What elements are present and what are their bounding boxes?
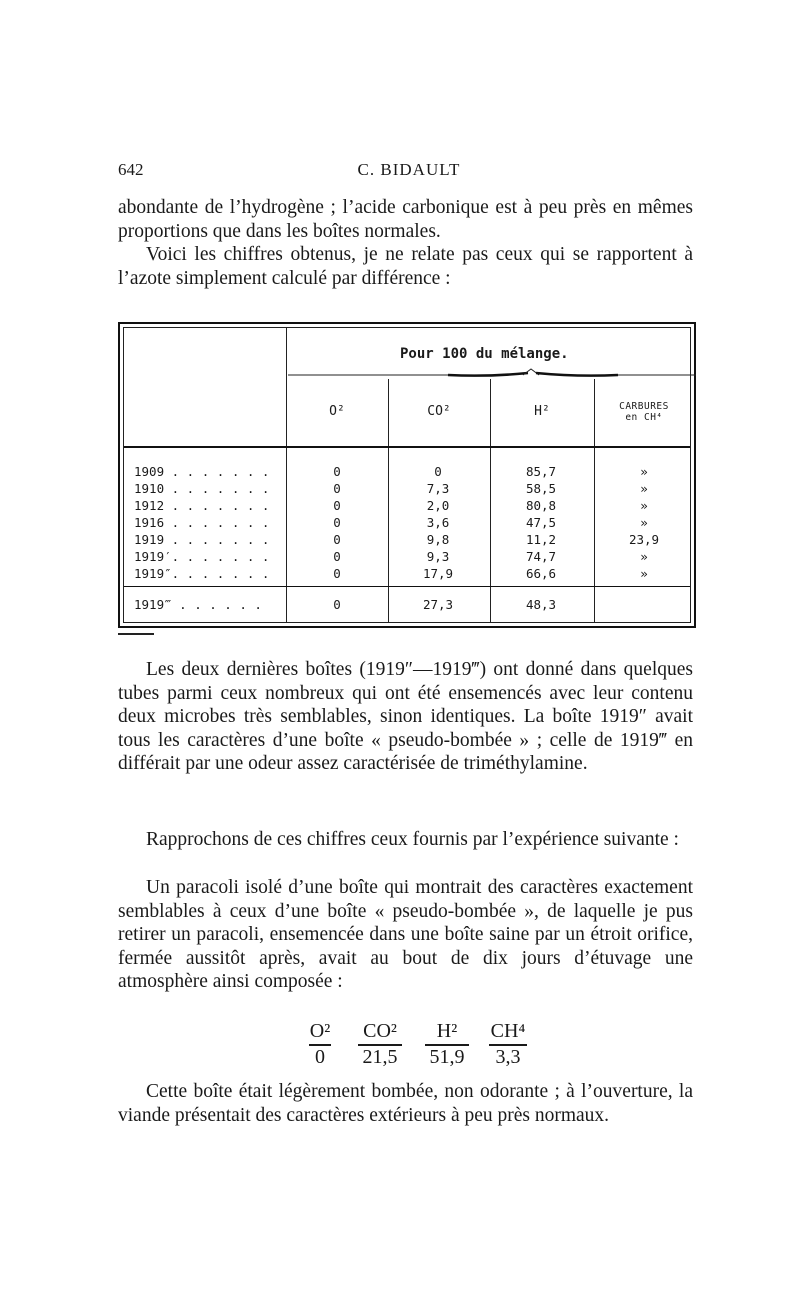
row-o2: 0 (333, 464, 341, 479)
col-header-carbures (594, 401, 694, 423)
formula-value: 3,3 (495, 1045, 521, 1068)
paragraph-6: Cette boîte était légèrement bombée, non odorante ; à l’ouverture, la viande présentait des caractères extérieurs à peu près normaux. (118, 1081, 693, 1126)
row-co2: 9,3 (426, 549, 450, 564)
row-year: 1909 . . . . . . . (134, 464, 270, 479)
decorative-rule (288, 368, 696, 382)
row-h2: 48,3 (525, 597, 557, 612)
row-year: 1916 . . . . . . . (134, 515, 270, 530)
row-year: 1919‴ . . . . . . (134, 597, 262, 612)
row-h2: 85,7 (525, 464, 557, 479)
header-rule (124, 446, 690, 448)
row-co2: 3,6 (426, 515, 450, 530)
paragraph-3: Les deux dernières boîtes (1919″—1919‴) ont donné dans quelques tubes parmi ceux nombreux qui ont été ensemencés avec leur contenu deux microbes très semblables, sinon identiques. La boîte 1919″ avait tous les caractères d’une boîte « pseudo-bombée » ; celle de 1919‴ en différait par une odeur assez caractérisée de triméthylamine. (118, 659, 693, 774)
row-o2: 0 (333, 498, 341, 513)
row-ch4: » (640, 481, 648, 496)
formula-label: CO² (363, 1020, 397, 1042)
formula-term (350, 1020, 410, 1070)
row-o2: 0 (333, 532, 341, 547)
formula-label: H² (436, 1020, 458, 1042)
row-ch4: » (640, 566, 648, 581)
row-co2: 2,0 (426, 498, 450, 513)
table-group-title: Pour 100 du mélange. (400, 346, 569, 362)
row-separator (124, 586, 690, 587)
col-header-carbures-line2: en CH⁴ (625, 412, 663, 423)
row-year: 1910 . . . . . . . (134, 481, 270, 496)
table-row (120, 498, 694, 515)
row-co2: 27,3 (422, 597, 454, 612)
page-header (118, 160, 700, 184)
gas-composition-table (118, 322, 696, 628)
paragraph-2: Voici les chiffres obtenus, je ne relate pas ceux qui se rapportent à l’azote simplement calculé par différence : (118, 244, 693, 289)
table-row (120, 481, 694, 498)
table-underline (118, 633, 154, 635)
formula-value: 21,5 (362, 1045, 398, 1068)
paragraph-5: Un paracoli isolé d’une boîte qui montrait des caractères exactement semblables à ceux d’une boîte « pseudo-bombée », de laquelle je pus retirer un paracoli, ensemencée dans une boîte saine par un étroit orifice, fermée aussitôt après, avait au bout de dix jours d’étuvage une atmosphère ainsi composée : (118, 877, 693, 992)
row-ch4: » (640, 515, 648, 530)
formula-term (300, 1020, 340, 1070)
col-header-o2: O² (329, 404, 345, 419)
row-co2: 7,3 (426, 481, 450, 496)
row-o2: 0 (333, 549, 341, 564)
row-co2: 0 (434, 464, 442, 479)
formula-label: O² (309, 1020, 331, 1042)
table-row (120, 464, 694, 481)
row-h2: 74,7 (525, 549, 557, 564)
formula-term (484, 1020, 532, 1070)
running-head-author: C. BIDAULT (357, 160, 461, 179)
table-row (120, 515, 694, 532)
table-row (120, 566, 694, 583)
row-h2: 58,5 (525, 481, 557, 496)
row-year: 1919 . . . . . . . (134, 532, 270, 547)
row-co2: 9,8 (426, 532, 450, 547)
formula-value: 0 (315, 1045, 325, 1068)
row-h2: 47,5 (525, 515, 557, 530)
formula-label: CH⁴ (490, 1020, 526, 1042)
row-year: 1919″. . . . . . . (134, 566, 270, 581)
row-ch4: » (640, 549, 648, 564)
row-o2: 0 (333, 566, 341, 581)
paragraph-4: Rapprochons de ces chiffres ceux fournis par l’expérience suivante : (146, 829, 679, 850)
col-header-carbures-line1: CARBURES (619, 401, 669, 412)
row-co2: 17,9 (422, 566, 454, 581)
row-o2: 0 (333, 481, 341, 496)
row-h2: 66,6 (525, 566, 557, 581)
paragraph-1: abondante de l’hydrogène ; l’acide carbonique est à peu près en mêmes proportions que dans les boîtes normales. (118, 197, 693, 242)
page-number: 642 (118, 160, 144, 179)
table-row-last (120, 597, 694, 614)
formula-value: 51,9 (429, 1045, 465, 1068)
col-header-co2: CO² (427, 404, 451, 419)
formula-term (418, 1020, 476, 1070)
row-ch4: 23,9 (628, 532, 660, 547)
row-year: 1912 . . . . . . . (134, 498, 270, 513)
row-year: 1919′. . . . . . . (134, 549, 270, 564)
row-o2: 0 (333, 515, 341, 530)
table-row (120, 549, 694, 566)
col-header-h2: H² (534, 404, 550, 419)
row-ch4: » (640, 464, 648, 479)
row-o2: 0 (333, 597, 341, 612)
row-h2: 80,8 (525, 498, 557, 513)
row-h2: 11,2 (525, 532, 557, 547)
row-ch4: » (640, 498, 648, 513)
table-row (120, 532, 694, 549)
